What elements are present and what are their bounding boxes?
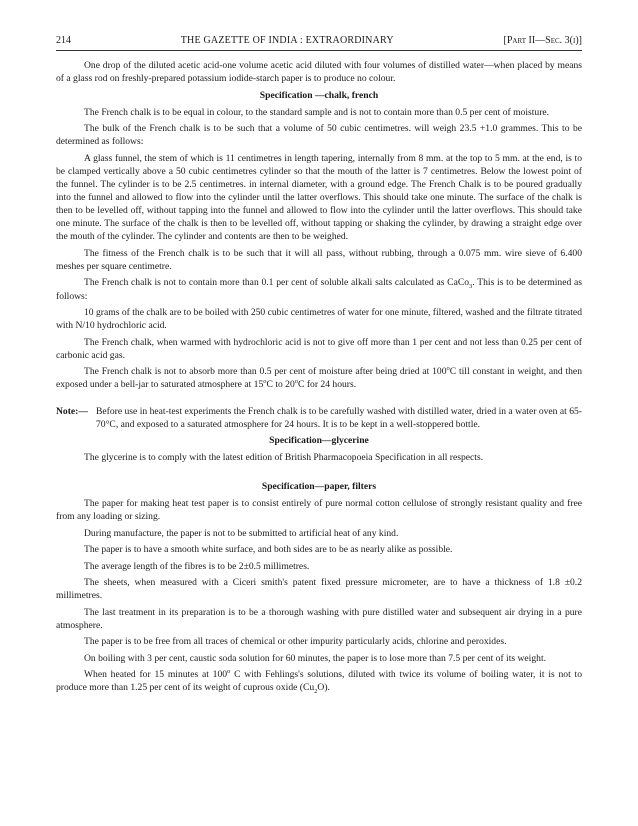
spacer xyxy=(56,468,582,478)
page-header xyxy=(56,34,582,51)
heading-paper-filters: Specification—paper, filters xyxy=(261,480,377,492)
paragraph-chalk-moisture xyxy=(56,365,582,391)
paragraph-paper-thickness: The sheets, when measured with a Ciceri smith's patent fixed pressure micrometer, are to have a thickness of 1.8 ±0.2 millimetres. xyxy=(56,577,582,602)
note-text: Before use in heat-test experiments the French chalk is to be carefully washed with distilled water, dried in a water oven at 65-70°C, and exposed to a saturated atmosphere for 24 hours. It is to be kept in a well-stoppered bottle. xyxy=(96,405,582,430)
gazette-page xyxy=(56,34,582,698)
heading-glycerine: Specification—glycerine xyxy=(269,435,369,447)
paragraph-paper-fehlings xyxy=(56,668,582,694)
paragraph-chalk-funnel: A glass funnel, the stem of which is 11 centimetres in length tapering, internally from 8 mm. at the top to 5 mm. at the end, is to be clamped vertically above a 50 cubic centimetres cylinder so that the mouth of the latter is 7 centimetres. Below the lowest point of the funnel. The cylinder is to be 2.5 centimetres. in internal diameter, with a ground edge. The French Chalk is to be poured gradually into the funnel and allowed to flow into the cylinder until the latter overflows. This should take one minute. The surface of the chalk is then to be levelled off, without tapping into the funnel and allowed to flow into the cylinder until the latter overflows. This should take one minute. The surface of the chalk is then to be levelled off, without tapping or shaking the cylinder, by drawing a straight edge over the mouth of the cylinder. The cylinder and contents are then to be weighed. xyxy=(56,152,582,243)
subscript: 3 xyxy=(469,283,473,291)
paragraph-paper-cellulose: The paper for making heat test paper is to consist entirely of pure normal cotton cellulose of strongly resistant quality and free from any loading or sizing. xyxy=(56,498,582,523)
paragraph-chalk-bulk: The bulk of the French chalk is to be such that a volume of 50 cubic centimetres. will weigh 23.5 +1.0 grammes. This to be determined as follows: xyxy=(56,123,582,148)
paragraph-paper-impurity: The paper is to be free from all traces of chemical or other impurity particularly acids, chlorine and peroxides. xyxy=(84,636,507,648)
superscript: o xyxy=(263,378,267,386)
paragraph-chalk-colour: The French chalk is to be equal in colour, to the standard sample and is not to contain more than 0.5 per cent of moisture. xyxy=(84,106,550,118)
subscript: 2 xyxy=(314,688,318,696)
paragraph-chalk-fitness: The fitness of the French chalk is to be such that it will all pass, without rubbing, through a 0.075 mm. wire sieve of 6.400 meshes per square centimetre. xyxy=(56,247,582,272)
paragraph-paper-washing: The last treatment in its preparation is to be a thorough washing with pure distilled water and subsequent air drying in a pure atmosphere. xyxy=(56,606,582,631)
text-span: O). xyxy=(317,682,330,694)
text-span: The French chalk is not to absorb more than 0.5 per cent of moisture after being dried at 100 xyxy=(84,366,447,378)
heading-chalk-french: Specification —chalk, french xyxy=(259,89,379,101)
text-span: C till constant in weight, and then exposed under a bell-jar to saturated atmosphere at 15 xyxy=(56,366,582,391)
text-span: C with Fehlings's solutions, diluted with twice its volume of boiling water, it is not to produce more than 1.25 per cent of its weight of cuprous oxide (Cu xyxy=(56,669,583,694)
superscript: o xyxy=(446,365,450,372)
text-span: C for 24 hours. xyxy=(298,379,357,391)
text-span: The French chalk is not to contain more than 0.1 per cent of soluble alkali salts calculated as CaCo xyxy=(84,277,470,289)
paragraph-paper-soda: On boiling with 3 per cent, caustic soda solution for 60 minutes, the paper is to lose more than 7.5 per cent of its weight. xyxy=(84,652,547,664)
paragraph-paper-fibres: The average length of the fibres is to be 2±0.5 millimetres. xyxy=(84,560,310,572)
spacer xyxy=(56,395,582,405)
superscript: o xyxy=(227,667,231,675)
paragraph-chalk-boil: 10 grams of the chalk are to be boiled with 250 cubic centimetres of water for one minute, filtered, washed and the filtrate titrated with N/10 hydrochloric acid. xyxy=(56,307,582,332)
paragraph-acid-test: One drop of the diluted acetic acid-one volume acetic acid diluted with four volumes of distilled water—when placed by means of a glass rod on freshly-prepared potassium iodide-starch paper is to produce no colour. xyxy=(56,60,582,85)
gazette-title: THE GAZETTE OF INDIA : EXTRAORDINARY xyxy=(180,35,394,46)
part-section: [Part II—Sec. 3(i)] xyxy=(503,35,582,46)
paragraph-paper-heat: During manufacture, the paper is not to be submitted to artificial heat of any kind. xyxy=(84,527,399,539)
paragraph-chalk-acid-gas: The French chalk, when warmed with hydrochloric acid is not to give off more than 1 per cent and not less than 0.25 per cent of carbonic acid gas. xyxy=(56,336,582,361)
text-span: C to 20 xyxy=(266,379,295,391)
note-label: Note:— xyxy=(56,405,88,417)
paragraph-paper-surface: The paper is to have a smooth white surface, and both sides are to be as nearly alike as possible. xyxy=(84,544,453,556)
superscript: o xyxy=(294,378,299,386)
note-block xyxy=(56,405,582,431)
text-span: . This is to be determined as follows: xyxy=(56,277,583,302)
paragraph-glycerine: The glycerine is to comply with the latest edition of British Pharmacopoeia Specification in all respects. xyxy=(84,452,484,464)
text-span: When heated for 15 minutes at 100 xyxy=(84,669,228,681)
paragraph-chalk-alkali xyxy=(56,276,582,302)
page-number: 214 xyxy=(56,35,71,46)
